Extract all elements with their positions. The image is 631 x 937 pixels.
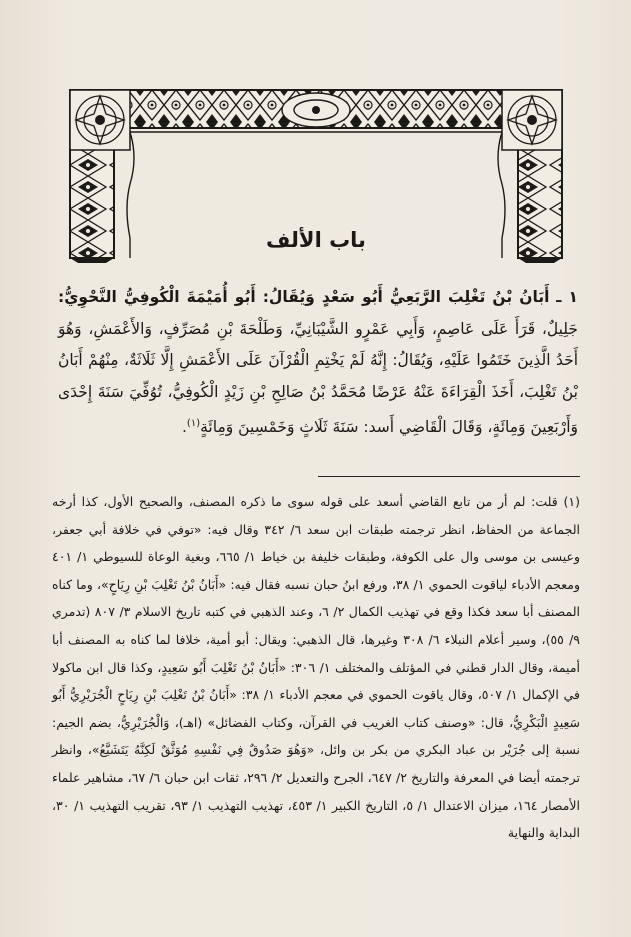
entry-name: أَبَانُ بْنُ تَغْلِبَ الرَّبَعِيُّ أَبُو سَعْدٍ وَيُقَالُ: أَبُو أُمَيْمَةَ الْكُوفِيُّ النَّحْوِيُّ: (58, 288, 550, 306)
footnote-text: قلت: لم أر من تابع القاضي أسعد على قوله سوى ما ذكره المصنف، والصحيح الأول، كذا أرخه الجماعة من الحفاظ، انظر ترجمته طبقات ابن سعد ٦/ ٣٤٢ وقال فيه: «توفي في خلافة أبي جعفر، وعيسى بن موسى وال على الكوفة، وطبقات خليفة بن خياط ١/ ٦٦٥، وبغية الوعاة للسيوطي ١/ ٤٠١ ومعجم الأدباء لياقوت الحموي ١/ ٣٨، ورفع ابنُ حبان نسبه فقال فيه: «أَبَانُ بْنُ تَغْلِبَ بْنِ رِيَاحٍ»، وما كناه المصنف أبا سعد فكذا وقع في تهذيب الكمال ٢/ ٦، وعند الذهبي في كتبه تاريخ الاسلام ٣/ ٨٠٧ (تدمري ٩/ ٥٥)، وسير أعلام النبلاء ٦/ ٣٠٨ وغيرها، قال الذهبي: ويقال: أبو أمية، خلافا لما كناه به المصنف أبا أميمة، وقال الدار قطني في المؤتلف والمختلف ١/ ٣٠٦: «أَبَانُ بْنُ تَغْلِبَ أَبُو سَعِيدٍ، وكذا قال ابن ماكولا في الإكمال ١/ ٥٠٧، وقال ياقوت الحموي في معجم الأدباء ١/ ٣٨: «أَبَانُ بْنُ تَغْلِبَ بْنِ رِيَاحٍ الْجُرَيْرِيُّ أَبُو سَعِيدٍ الْبَكْرِيُّ، قال: «وصنف كتاب الغريب في القرآن، وكتاب الفضائل» (اهـ)، وَالْجُرَيْرِيُّ، بضم الجيم: نسبة إلى جُرَيْر بن عباد البكري من بكر بن وائل، «وَهُوَ صَدُوقٌ فِي نَفْسِهِ مُوَثَّقٌ لَكِنَّهُ يَتَشَيَّعُ»، وانظر ترجمته أيضا في المعرفة والتاريخ ٢/ ٦٤٧، الجرح والتعديل ٢/ ٢٩٦، ثقات ابن حبان ٦/ ٦٧، مشاهير علماء الأمصار ١٦٤، ميزان الاعتدال ١/ ٥، التاريخ الكبير ١/ ٤٥٣، تهذيب التهذيب ١/ ٩٣، تقريب التهذيب ١/ ٣٠، البداية والنهاية (52, 494, 581, 841)
entry-number: ١ ـ (556, 288, 578, 306)
footnote-reference: (١) (186, 418, 201, 429)
footnote-separator (318, 476, 580, 477)
footnote (52, 488, 580, 847)
entry-body: جَلِيلٌ، قَرَأَ عَلَى عَاصِمٍ، وَأَبِي عَمْرٍو الشَّيْبَانِيِّ، وَطَلْحَةَ بْنِ مُصَرِّفٍ، وَالأَعْمَشِ، وَهُوَ أَحَدُ الَّذِينَ خَتَمُوا عَلَيْهِ، وَيُقَالُ: إِنَّهُ لَمْ يَخْتِمِ الْقُرْآنَ عَلَى الأَعْمَشِ إِلَّا ثَلَاثَةٌ، مِنْهُمْ أَبَانُ بْنُ تَغْلِبَ، أَخَذَ الْقِرَاءَةَ عَنْهُ عَرْضًا مُحَمَّدُ بْنُ صَالِحِ بْنِ زَيْدٍ الْكُوفِيُّ، تُوُفِّيَ سَنَةَ إِحْدَى وَأَرْبَعِينَ وَمِائَةٍ، وَقَالَ الْقَاضِي أَسد: سَنَةَ ثَلَاثٍ وَخَمْسِينَ وَمِائَةٍ (58, 319, 578, 437)
chapter-title: باب الألف (266, 228, 366, 252)
footnote-number: (١) (563, 494, 580, 509)
biography-entry: ١ ـ أَبَانُ بْنُ تَغْلِبَ الرَّبَعِيُّ أَبُو سَعْدٍ وَيُقَالُ: أَبُو أُمَيْمَةَ الْكُوفِيُّ النَّحْوِيُّ: جَلِيلٌ، قَرَأَ عَلَى عَاصِمٍ، وَأَبِي عَمْرٍو الشَّيْبَانِيِّ، وَطَلْحَةَ بْنِ مُصَرِّفٍ، وَالأَعْمَشِ، وَهُوَ أَحَدُ الَّذِينَ خَتَمُوا عَلَيْهِ، وَيُقَالُ: إِنَّهُ لَمْ يَخْتِمِ الْقُرْآنَ عَلَى الأَعْمَشِ إِلَّا ثَلَاثَةٌ، مِنْهُمْ أَبَانُ بْنُ تَغْلِبَ، أَخَذَ الْقِرَاءَةَ عَنْهُ عَرْضًا مُحَمَّدُ بْنُ صَالِحِ بْنِ زَيْدٍ الْكُوفِيُّ، تُوُفِّيَ سَنَةَ إِحْدَى وَأَرْبَعِينَ وَمِائَةٍ، وَقَالَ الْقَاضِي أَسد: سَنَةَ ثَلَاثٍ وَخَمْسِينَ وَمِائَةٍ$^{(١)}$. (58, 288, 578, 437)
